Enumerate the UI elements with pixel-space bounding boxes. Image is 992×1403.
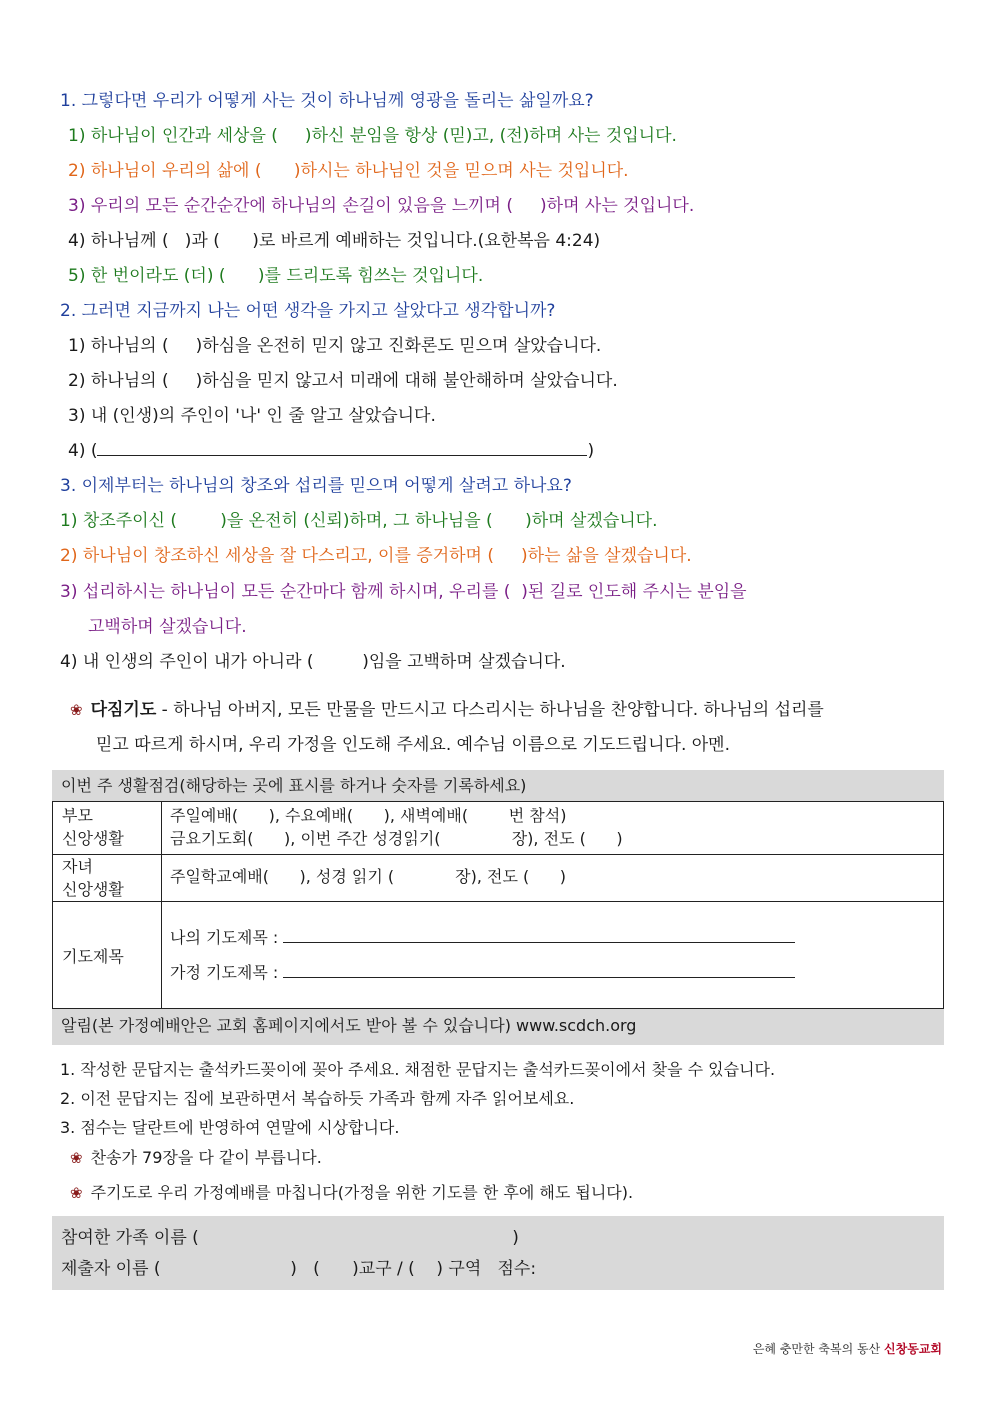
answer-blank-line[interactable] xyxy=(97,439,587,456)
section3-item-2: 2) 하나님이 창조하신 세상을 잘 다스리고, 이를 증거하며 ( )하는 삶을 살겠습니다. xyxy=(60,546,692,566)
submission-box xyxy=(52,1216,944,1290)
closing-text: 주기도로 우리 가정예배를 마칩니다 xyxy=(90,1183,338,1202)
section2-item-4 xyxy=(68,439,594,463)
life-check-header xyxy=(52,770,944,801)
life-check-section xyxy=(52,770,944,1045)
table-row-children xyxy=(53,855,943,902)
my-prayer-blank[interactable] xyxy=(283,926,795,943)
section3-item-3: 3) 섭리하시는 하나님이 모든 순간마다 함께 하시며, 우리를 ( )된 길로 인도해 주시는 분임을 xyxy=(60,582,747,602)
family-prayer-label: 가정 기도제목 : xyxy=(170,963,279,982)
church-signature xyxy=(753,1340,942,1357)
section2-item-4-suffix: ) xyxy=(587,441,595,461)
section1-item-3: 3) 우리의 모든 순간순간에 하나님의 손길이 있음을 느끼며 ( )하며 사는 것입니다. xyxy=(68,196,695,216)
section3-item-3-cont: 고백하며 살겠습니다. xyxy=(88,617,247,637)
table-row-prayer xyxy=(53,902,943,1008)
section2-question: 2. 그러면 지금까지 나는 어떤 생각을 가지고 살았다고 생각합니까? xyxy=(60,301,556,321)
notice-item-1: 1. 작성한 문답지는 출석카드꽂이에 꽂아 주세요. 채점한 문답지는 출석카드꽂이에서 찾을 수 있습니다. xyxy=(60,1060,776,1079)
section1-item-1: 1) 하나님이 인간과 세상을 ( )하신 분임을 항상 (믿)고, (전)하며 사는 것입니다. xyxy=(68,126,677,146)
section1-item-2: 2) 하나님이 우리의 삶에 ( )하시는 하나님인 것을 믿으며 사는 것입니다. xyxy=(68,161,629,181)
section3-item-1: 1) 창조주이신 ( )을 온전히 (신뢰)하며, 그 하나님을 ( )하며 살겠습니다. xyxy=(60,511,658,531)
label-line: 부모 xyxy=(62,806,93,825)
section3-question: 3. 이제부터는 하나님의 창조와 섭리를 믿으며 어떻게 살려고 하나요? xyxy=(60,476,572,496)
prayer-line-2: 믿고 따르게 하시며, 우리 가정을 인도해 주세요. 예수님 이름으로 기도드립니다. 아멘. xyxy=(96,735,731,755)
my-prayer-label: 나의 기도제목 : xyxy=(170,928,279,947)
parents-prayer-line[interactable]: 금요기도회( ), 이번 주간 성경읽기( 장), 전도 ( ) xyxy=(170,829,623,848)
closing-line xyxy=(70,1181,633,1205)
flower-icon: ❀ xyxy=(70,1184,83,1202)
section1-item-5: 5) 한 번이라도 (더) ( )를 드리도록 힘쓰는 것입니다. xyxy=(68,266,484,286)
row-content-prayer xyxy=(162,902,943,1008)
family-names-field[interactable]: 참여한 가족 이름 ( ) xyxy=(61,1228,519,1248)
section1-item-4: 4) 하나님께 ( )과 ( )로 바르게 예배하는 것입니다.(요한복음 4:24) xyxy=(68,231,601,251)
prayer-text-1: - 하나님 아버지, 모든 만물을 만드시고 다스리시는 하나님을 찬양합니다. 하나님의 섭리를 xyxy=(156,700,824,720)
label-line: 자녀 xyxy=(62,857,93,876)
label-line: 신앙생활 xyxy=(62,829,124,848)
row-label-parents xyxy=(53,802,162,854)
hymn-line xyxy=(70,1146,322,1170)
section2-item-2: 2) 하나님의 ( )하심을 믿지 않고서 미래에 대해 불안해하며 살았습니다. xyxy=(68,371,618,391)
notice-text: (본 가정예배안은 교회 홈페이지에서도 받아 볼 수 있습니다) www.scdch.org xyxy=(91,1016,637,1035)
life-check-table xyxy=(52,801,944,1009)
life-check-subtitle: (해당하는 곳에 표시를 하거나 숫자를 기록하세요) xyxy=(179,776,527,795)
flower-icon: ❀ xyxy=(70,1149,83,1167)
hymn-text: 찬송가 79장을 다 같이 부릅니다. xyxy=(90,1148,322,1167)
section2-item-1: 1) 하나님의 ( )하심을 온전히 믿지 않고 진화론도 믿으며 살았습니다. xyxy=(68,336,602,356)
row-label-prayer: 기도제목 xyxy=(53,902,162,1008)
church-name: 신창동교회 xyxy=(884,1342,942,1356)
prayer-title: 다짐기도 xyxy=(90,700,157,720)
section1-question: 1. 그렇다면 우리가 어떻게 사는 것이 하나님께 영광을 돌리는 삶일까요? xyxy=(60,91,594,111)
family-prayer-blank[interactable] xyxy=(283,961,795,978)
my-prayer-field[interactable] xyxy=(170,926,795,949)
row-content-children[interactable]: 주일학교예배( ), 성경 읽기 ( 장), 전도 ( ) xyxy=(170,867,567,886)
prayer-line-1 xyxy=(70,698,824,722)
church-motto: 은혜 충만한 축복의 동산 xyxy=(752,1342,885,1356)
section2-item-3: 3) 내 (인생)의 주인이 '나' 인 줄 알고 살았습니다. xyxy=(68,406,436,426)
label-line: 신앙생활 xyxy=(62,880,124,899)
notice-item-2: 2. 이전 문답지는 집에 보관하면서 복습하듯 가족과 함께 자주 읽어보세요. xyxy=(60,1089,575,1108)
section2-item-4-prefix: 4) ( xyxy=(68,441,98,461)
section3-item-4: 4) 내 인생의 주인이 내가 아니라 ( )임을 고백하며 살겠습니다. xyxy=(60,652,566,672)
submitter-field[interactable]: 제출자 이름 ( ) ( )교구 / ( ) 구역 점수: xyxy=(61,1259,537,1279)
life-check-title: 이번 주 생활점검 xyxy=(61,776,180,795)
notice-item-3: 3. 점수는 달란트에 반영하여 연말에 시상합니다. xyxy=(60,1118,400,1137)
row-content-parents[interactable] xyxy=(162,802,943,854)
parents-worship-line[interactable]: 주일예배( ), 수요예배( ), 새벽예배( 번 참석) xyxy=(170,806,567,825)
table-row-parents xyxy=(53,802,943,855)
row-label-children xyxy=(53,855,162,901)
flower-icon: ❀ xyxy=(70,701,83,719)
family-prayer-field[interactable] xyxy=(170,961,795,984)
notice-title: 알림 xyxy=(61,1016,92,1035)
closing-note: (가정을 위한 기도를 한 후에 해도 됩니다). xyxy=(337,1183,634,1202)
notice-bar xyxy=(52,1009,944,1045)
